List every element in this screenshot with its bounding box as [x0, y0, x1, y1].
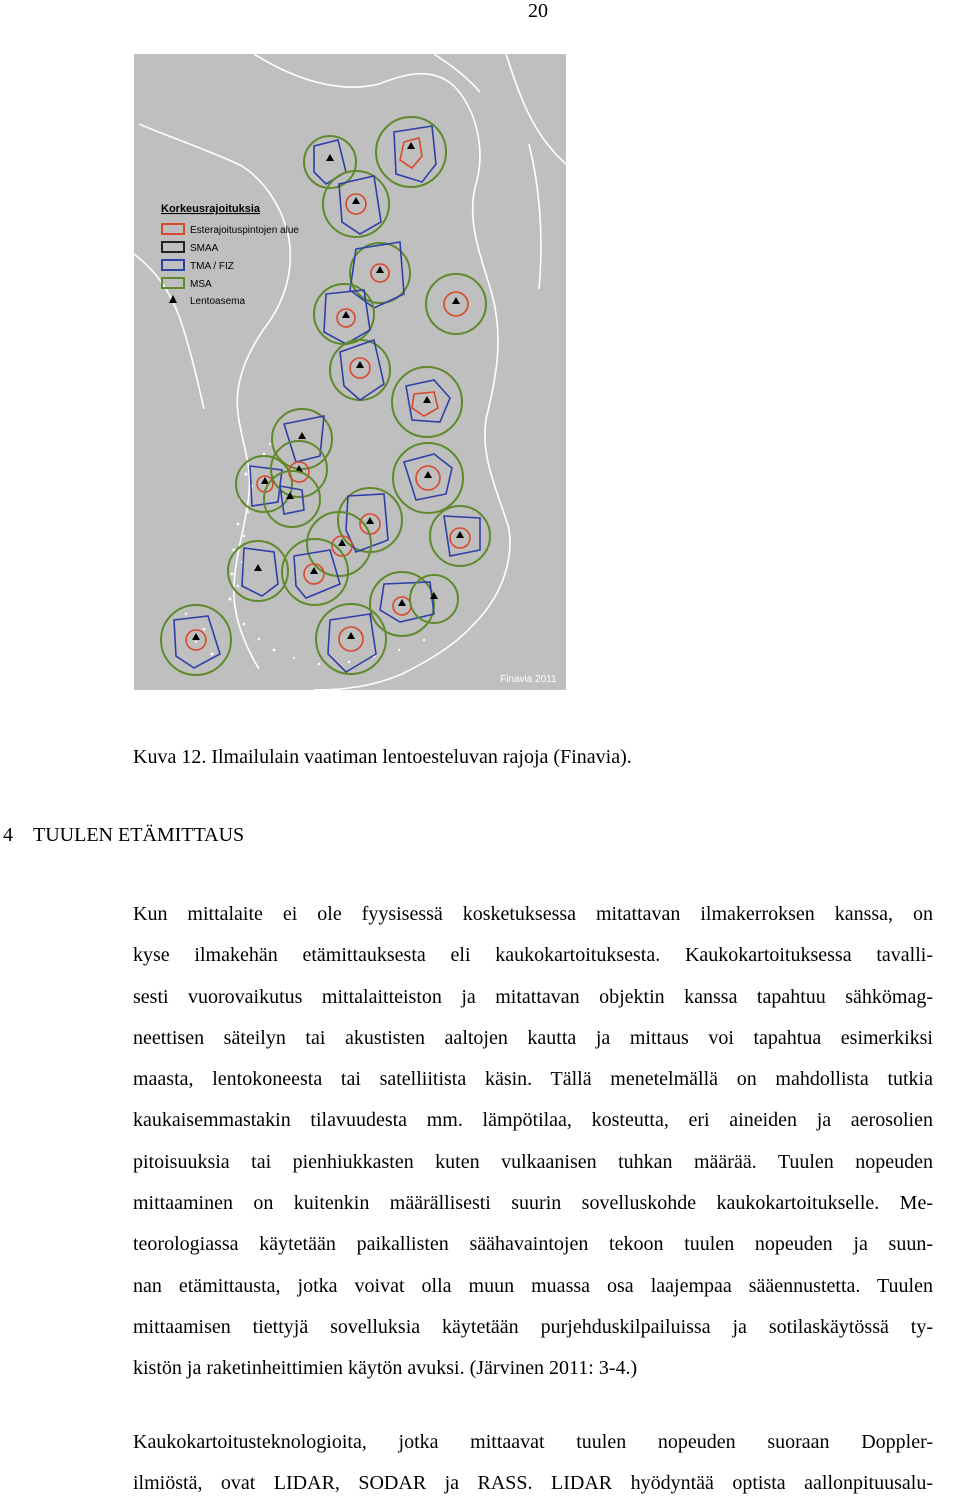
text-line: Kaukokartoitusteknologioita, jotka mittaavat tuulen nopeuden suoraan Doppler- — [133, 1431, 933, 1453]
body-paragraph — [133, 1422, 933, 1505]
airport-restriction-map — [134, 54, 566, 690]
text-line: neettisen säteilyn tai akustisten aaltojen kautta ja mittaus voi tapahtua esimerkiksi — [133, 1026, 933, 1049]
finland-map-image — [134, 54, 566, 690]
section-heading — [3, 822, 244, 848]
text-line: kyse ilmakehän etämittauksesta eli kaukokartoituksesta. Kaukokartoituksessa tavalli- — [133, 944, 933, 967]
section-number: 4 — [3, 824, 13, 846]
text-line: Kun mittalaite ei ole fyysisessä kosketuksessa mitattavan ilmakerroksen kanssa, on — [133, 903, 933, 925]
legend-label: TMA / FIZ — [190, 261, 234, 272]
text-line: pitoisuuksia tai pienhiukkasten kuten vulkaanisen tuhkan määrää. Tuulen nopeuden — [133, 1150, 933, 1173]
text-line: ilmiöstä, ovat LIDAR, SODAR ja RASS. LIDAR hyödyntää optista aallonpituusalu- — [133, 1472, 933, 1495]
legend-label: SMAA — [190, 243, 219, 254]
figure-caption: Kuva 12. Ilmailulain vaatiman lentoesteluvan rajoja (Finavia). — [133, 746, 632, 768]
legend-title: Korkeusrajoituksia — [161, 203, 261, 215]
text-line: mittaaminen on kuitenkin määrällisesti suurin sovelluskohde kaukokartoitukselle. Me- — [133, 1192, 933, 1215]
section-title: TUULEN ETÄMITTAUS — [33, 824, 245, 846]
text-line: kistön ja raketinheittimien käytön avuksi. (Järvinen 2011: 3-4.) — [133, 1357, 638, 1380]
legend-label: MSA — [190, 279, 212, 290]
legend-label: Lentoasema — [190, 296, 246, 307]
legend-label: Esterajoituspintojen alue — [190, 225, 299, 236]
text-line: teorologiassa käytetään paikallisten säähavaintojen tekoon tuulen nopeuden ja suun- — [133, 1233, 933, 1256]
text-line: maasta, lentokoneesta tai satelliitista käsin. Tällä menetelmällä on mahdollista tutkia — [133, 1068, 933, 1091]
map-credit: Finavia 2011 — [500, 674, 557, 685]
text-line: sesti vuorovaikutus mittalaitteiston ja mitattavan objektin kanssa tapahtuu sähkömag- — [133, 985, 933, 1008]
text-line: mittaamisen tiettyjä sovelluksia käytetään purjehduskilpailuissa ja sotilaskäytössä ty- — [133, 1315, 933, 1338]
text-line: nan etämittausta, jotka voivat olla muun muassa osa laajempaa sääennustetta. Tuulen — [133, 1274, 933, 1297]
text-line: kaukaisemmastakin tilavuudesta mm. lämpötilaa, kosteutta, eri aineiden ja aerosolien — [133, 1109, 933, 1132]
body-paragraph — [133, 894, 933, 1390]
page-number: 20 — [528, 0, 548, 22]
